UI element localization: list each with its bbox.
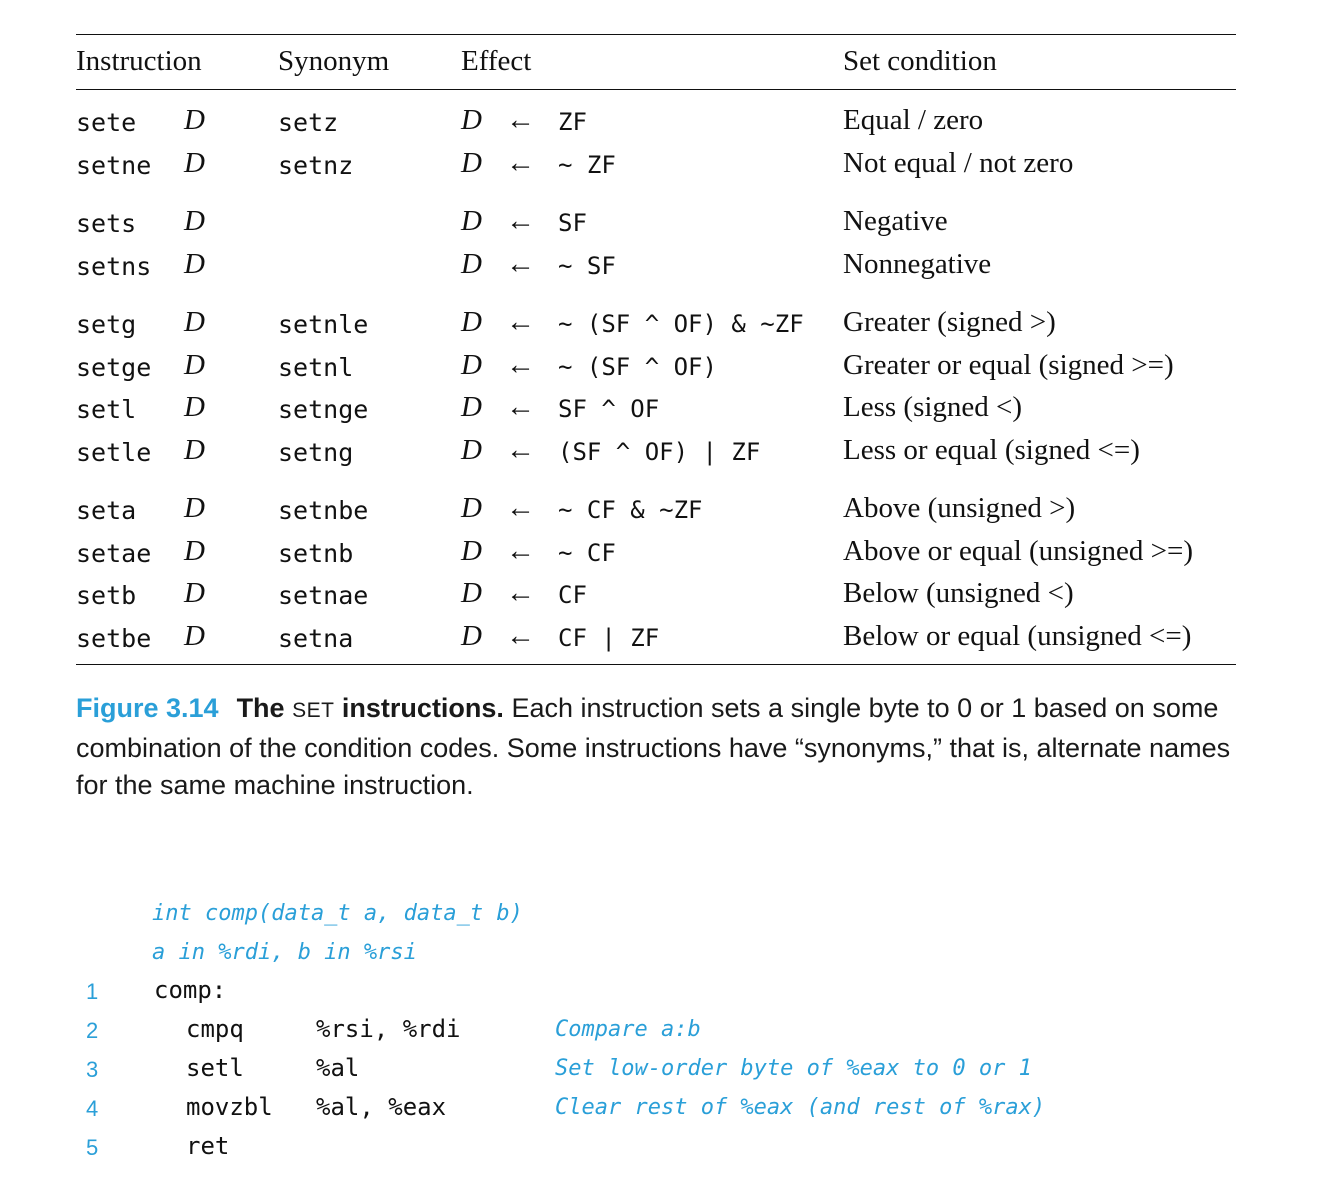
- synonym-cell: setnl: [278, 352, 354, 382]
- code-comment: Compare a:b: [555, 1017, 701, 1042]
- code-line: [0, 1093, 1328, 1131]
- figure-label: Figure 3.14: [76, 693, 219, 723]
- set-condition-cell: Less (signed <): [843, 391, 1023, 423]
- effect-expression: SF ^ OF: [558, 395, 660, 423]
- instruction-cell: sete: [76, 108, 137, 137]
- code-line: [0, 976, 1328, 1014]
- table-row: [76, 571, 1236, 614]
- instruction-cell: setg: [76, 310, 137, 339]
- synonym-cell: setng: [278, 437, 354, 467]
- table-row: [76, 141, 1236, 184]
- effect-destination: D: [461, 247, 482, 280]
- effect-expression: ~ CF & ~ZF: [558, 496, 703, 524]
- code-comment: Clear rest of %eax (and rest of %rax): [555, 1095, 1046, 1120]
- code-instruction: ret: [186, 1132, 230, 1160]
- effect-arrow: ←: [506, 205, 535, 237]
- synonym-cell: setnz: [278, 150, 354, 180]
- code-operands: %rsi, %rdi: [316, 1015, 461, 1043]
- instruction-cell: sets: [76, 209, 137, 238]
- set-instructions-table: [76, 34, 1236, 665]
- operand-cell: D: [184, 433, 205, 466]
- code-label: comp:: [154, 976, 227, 1004]
- effect-destination: D: [461, 146, 482, 179]
- effect-arrow: ←: [506, 306, 535, 338]
- operand-cell: D: [184, 348, 205, 381]
- caption-title-prefix: The: [236, 693, 293, 723]
- effect-expression: ~ SF: [558, 251, 616, 280]
- code-instruction: cmpq: [186, 1015, 244, 1043]
- instruction-cell: seta: [76, 496, 137, 525]
- synonym-cell: setnge: [278, 395, 369, 424]
- set-condition-cell: Above or equal (unsigned >=): [843, 534, 1194, 567]
- effect-expression: ~ ZF: [558, 150, 616, 179]
- caption-body: Each instruction sets a single byte to 0 or 1 based on some combination of the condition codes. Some instructions have “synonyms,” that is, alternate names for the same machine instruction.: [76, 693, 1231, 800]
- caption-title-suffix: instructions.: [334, 693, 504, 723]
- set-condition-cell: Nonnegative: [843, 247, 992, 280]
- synonym-cell: setz: [278, 108, 339, 137]
- operand-cell: D: [184, 247, 205, 280]
- code-signature-text: int comp(data_t a, data_t b): [152, 901, 523, 926]
- effect-expression: CF: [558, 581, 587, 609]
- code-registers: [152, 937, 417, 975]
- set-condition-cell: Less or equal (signed <=): [843, 433, 1140, 466]
- code-operands: %al: [316, 1054, 360, 1082]
- synonym-cell: setnbe: [278, 496, 369, 525]
- operand-cell: D: [184, 492, 205, 524]
- table-row: [76, 300, 1236, 343]
- instruction-cell: setb: [76, 581, 137, 610]
- instruction-cell: setl: [76, 395, 137, 424]
- instruction-cell: setle: [76, 437, 152, 467]
- header-effect: Effect: [461, 45, 532, 77]
- instruction-cell: setbe: [76, 623, 152, 653]
- effect-arrow: ←: [506, 577, 535, 609]
- instruction-cell: setns: [76, 251, 152, 281]
- effect-arrow: ←: [506, 348, 535, 381]
- table-group: [76, 292, 1236, 478]
- effect-expression: ~ CF: [558, 538, 616, 567]
- effect-arrow: ←: [506, 247, 535, 280]
- effect-arrow: ←: [506, 433, 535, 466]
- effect-expression: CF | ZF: [558, 623, 660, 652]
- table-row: [76, 199, 1236, 242]
- table-row: [76, 428, 1236, 471]
- effect-arrow: ←: [506, 619, 535, 652]
- synonym-cell: setnle: [278, 310, 369, 339]
- table-group: [76, 90, 1236, 191]
- table-row: [76, 242, 1236, 285]
- table-row: [76, 385, 1236, 428]
- effect-arrow: ←: [506, 104, 535, 136]
- effect-destination: D: [461, 348, 482, 381]
- table-header-row: [76, 35, 1236, 89]
- effect-destination: D: [461, 534, 482, 567]
- effect-destination: D: [461, 433, 482, 466]
- effect-destination: D: [461, 205, 482, 237]
- effect-expression: ~ (SF ^ OF): [558, 352, 717, 381]
- operand-cell: D: [184, 306, 205, 338]
- figure-caption: [76, 690, 1236, 805]
- effect-destination: D: [461, 492, 482, 524]
- set-condition-cell: Below or equal (unsigned <=): [843, 619, 1192, 652]
- table-body: [76, 90, 1236, 664]
- line-number: 3: [86, 1057, 99, 1082]
- effect-expression: SF: [558, 209, 587, 237]
- instruction-cell: setae: [76, 538, 152, 568]
- code-instruction: setl: [186, 1054, 244, 1082]
- effect-destination: D: [461, 577, 482, 609]
- effect-expression: ~ (SF ^ OF) & ~ZF: [558, 310, 804, 338]
- code-instruction: movzbl: [186, 1093, 273, 1121]
- effect-arrow: ←: [506, 492, 535, 524]
- synonym-cell: setna: [278, 623, 354, 653]
- operand-cell: D: [184, 391, 205, 423]
- operand-cell: D: [184, 205, 205, 237]
- operand-cell: D: [184, 146, 205, 179]
- effect-destination: D: [461, 619, 482, 652]
- effect-destination: D: [461, 391, 482, 423]
- table-row: [76, 614, 1236, 657]
- code-registers-text: a in %rdi, b in %rsi: [152, 940, 417, 965]
- instruction-cell: setne: [76, 150, 152, 180]
- synonym-cell: setnb: [278, 538, 354, 568]
- code-comment: Set low-order byte of %eax to 0 or 1: [555, 1056, 1032, 1081]
- synonym-cell: setnae: [278, 581, 369, 610]
- set-condition-cell: Greater (signed >): [843, 306, 1056, 338]
- caption-title-smallcaps: SET: [292, 699, 335, 722]
- effect-destination: D: [461, 104, 482, 136]
- set-condition-cell: Greater or equal (signed >=): [843, 348, 1174, 381]
- table-row: [76, 486, 1236, 529]
- line-number: 4: [86, 1096, 99, 1121]
- effect-expression: (SF ^ OF) | ZF: [558, 437, 761, 466]
- set-condition-cell: Negative: [843, 205, 948, 237]
- table-group: [76, 478, 1236, 664]
- effect-arrow: ←: [506, 534, 535, 567]
- set-condition-cell: Not equal / not zero: [843, 146, 1074, 179]
- operand-cell: D: [184, 619, 205, 652]
- table-bottom-rule: [76, 664, 1236, 665]
- line-number: 2: [86, 1018, 99, 1043]
- table-row: [76, 98, 1236, 141]
- operand-cell: D: [184, 104, 205, 136]
- set-condition-cell: Equal / zero: [843, 104, 984, 136]
- set-condition-cell: Above (unsigned >): [843, 492, 1076, 524]
- operand-cell: D: [184, 534, 205, 567]
- effect-destination: D: [461, 306, 482, 338]
- code-line: [0, 1054, 1328, 1092]
- line-number: 5: [86, 1135, 99, 1160]
- table-group: [76, 191, 1236, 292]
- code-line: [0, 1015, 1328, 1053]
- code-operands: %al, %eax: [316, 1093, 447, 1121]
- table-row: [76, 343, 1236, 386]
- header-synonym: Synonym: [278, 45, 390, 77]
- effect-arrow: ←: [506, 391, 535, 423]
- header-instruction: Instruction: [76, 45, 202, 77]
- code-line: [0, 1132, 1328, 1170]
- code-signature: [152, 898, 523, 936]
- instruction-cell: setge: [76, 352, 152, 382]
- line-number: 1: [86, 979, 99, 1004]
- header-set-condition: Set condition: [843, 45, 997, 77]
- operand-cell: D: [184, 577, 205, 609]
- caption-title: [237, 693, 504, 723]
- table-row: [76, 529, 1236, 572]
- effect-expression: ZF: [558, 108, 587, 136]
- set-condition-cell: Below (unsigned <): [843, 577, 1074, 609]
- effect-arrow: ←: [506, 146, 535, 179]
